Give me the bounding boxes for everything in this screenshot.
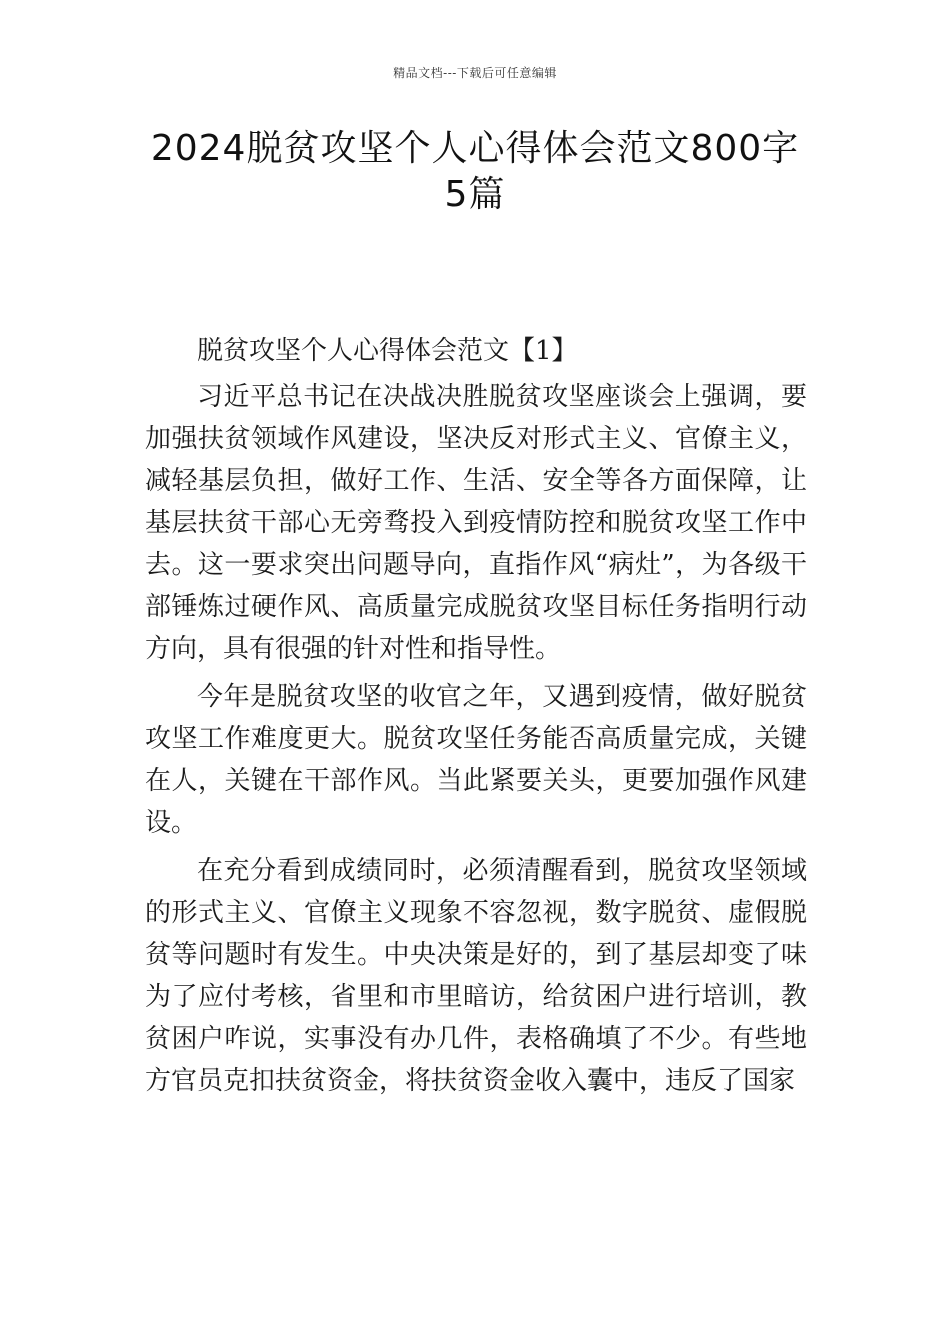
paragraph-1: 习近平总书记在决战决胜脱贫攻坚座谈会上强调，要加强扶贫领域作风建设，坚决反对形式主义、官僚主义，减轻基层负担，做好工作、生活、安全等各方面保障，让基层扶贫干部心无旁骛投入到疫情防控和脱贫攻坚工作中去。这一要求突出问题导向，直指作风“病灶”，为各级干部锤炼过硬作风、高质量完成脱贫攻坚目标任务指明行动方向，具有很强的针对性和指导性。: [145, 382, 807, 664]
document-title: [120, 126, 830, 218]
paragraph-3: 在充分看到成绩同时，必须清醒看到，脱贫攻坚领域的形式主义、官僚主义现象不容忽视，数字脱贫、虚假脱贫等问题时有发生。中央决策是好的，到了基层却变了味为了应付考核，省里和市里暗访，给贫困户进行培训，教贫困户咋说，实事没有办几件，表格确填了不少。有些地方官员克扣扶贫资金，将扶贫资金收入囊中，违反了国家: [145, 856, 807, 1096]
document-title-line-2: 5篇: [444, 174, 506, 215]
paragraph-2: 今年是脱贫攻坚的收官之年，又遇到疫情，做好脱贫攻坚工作难度更大。脱贫攻坚任务能否高质量完成，关键在人，关键在干部作风。当此紧要关头，更要加强作风建设。: [145, 682, 807, 838]
section-heading: 脱贫攻坚个人心得体会范文【1】: [197, 336, 578, 366]
document-title-line-1: 2024脱贫攻坚个人心得体会范文800字: [150, 128, 800, 169]
header-note: 精品文档---下载后可任意编辑: [393, 66, 557, 80]
document-body: [145, 330, 807, 1108]
